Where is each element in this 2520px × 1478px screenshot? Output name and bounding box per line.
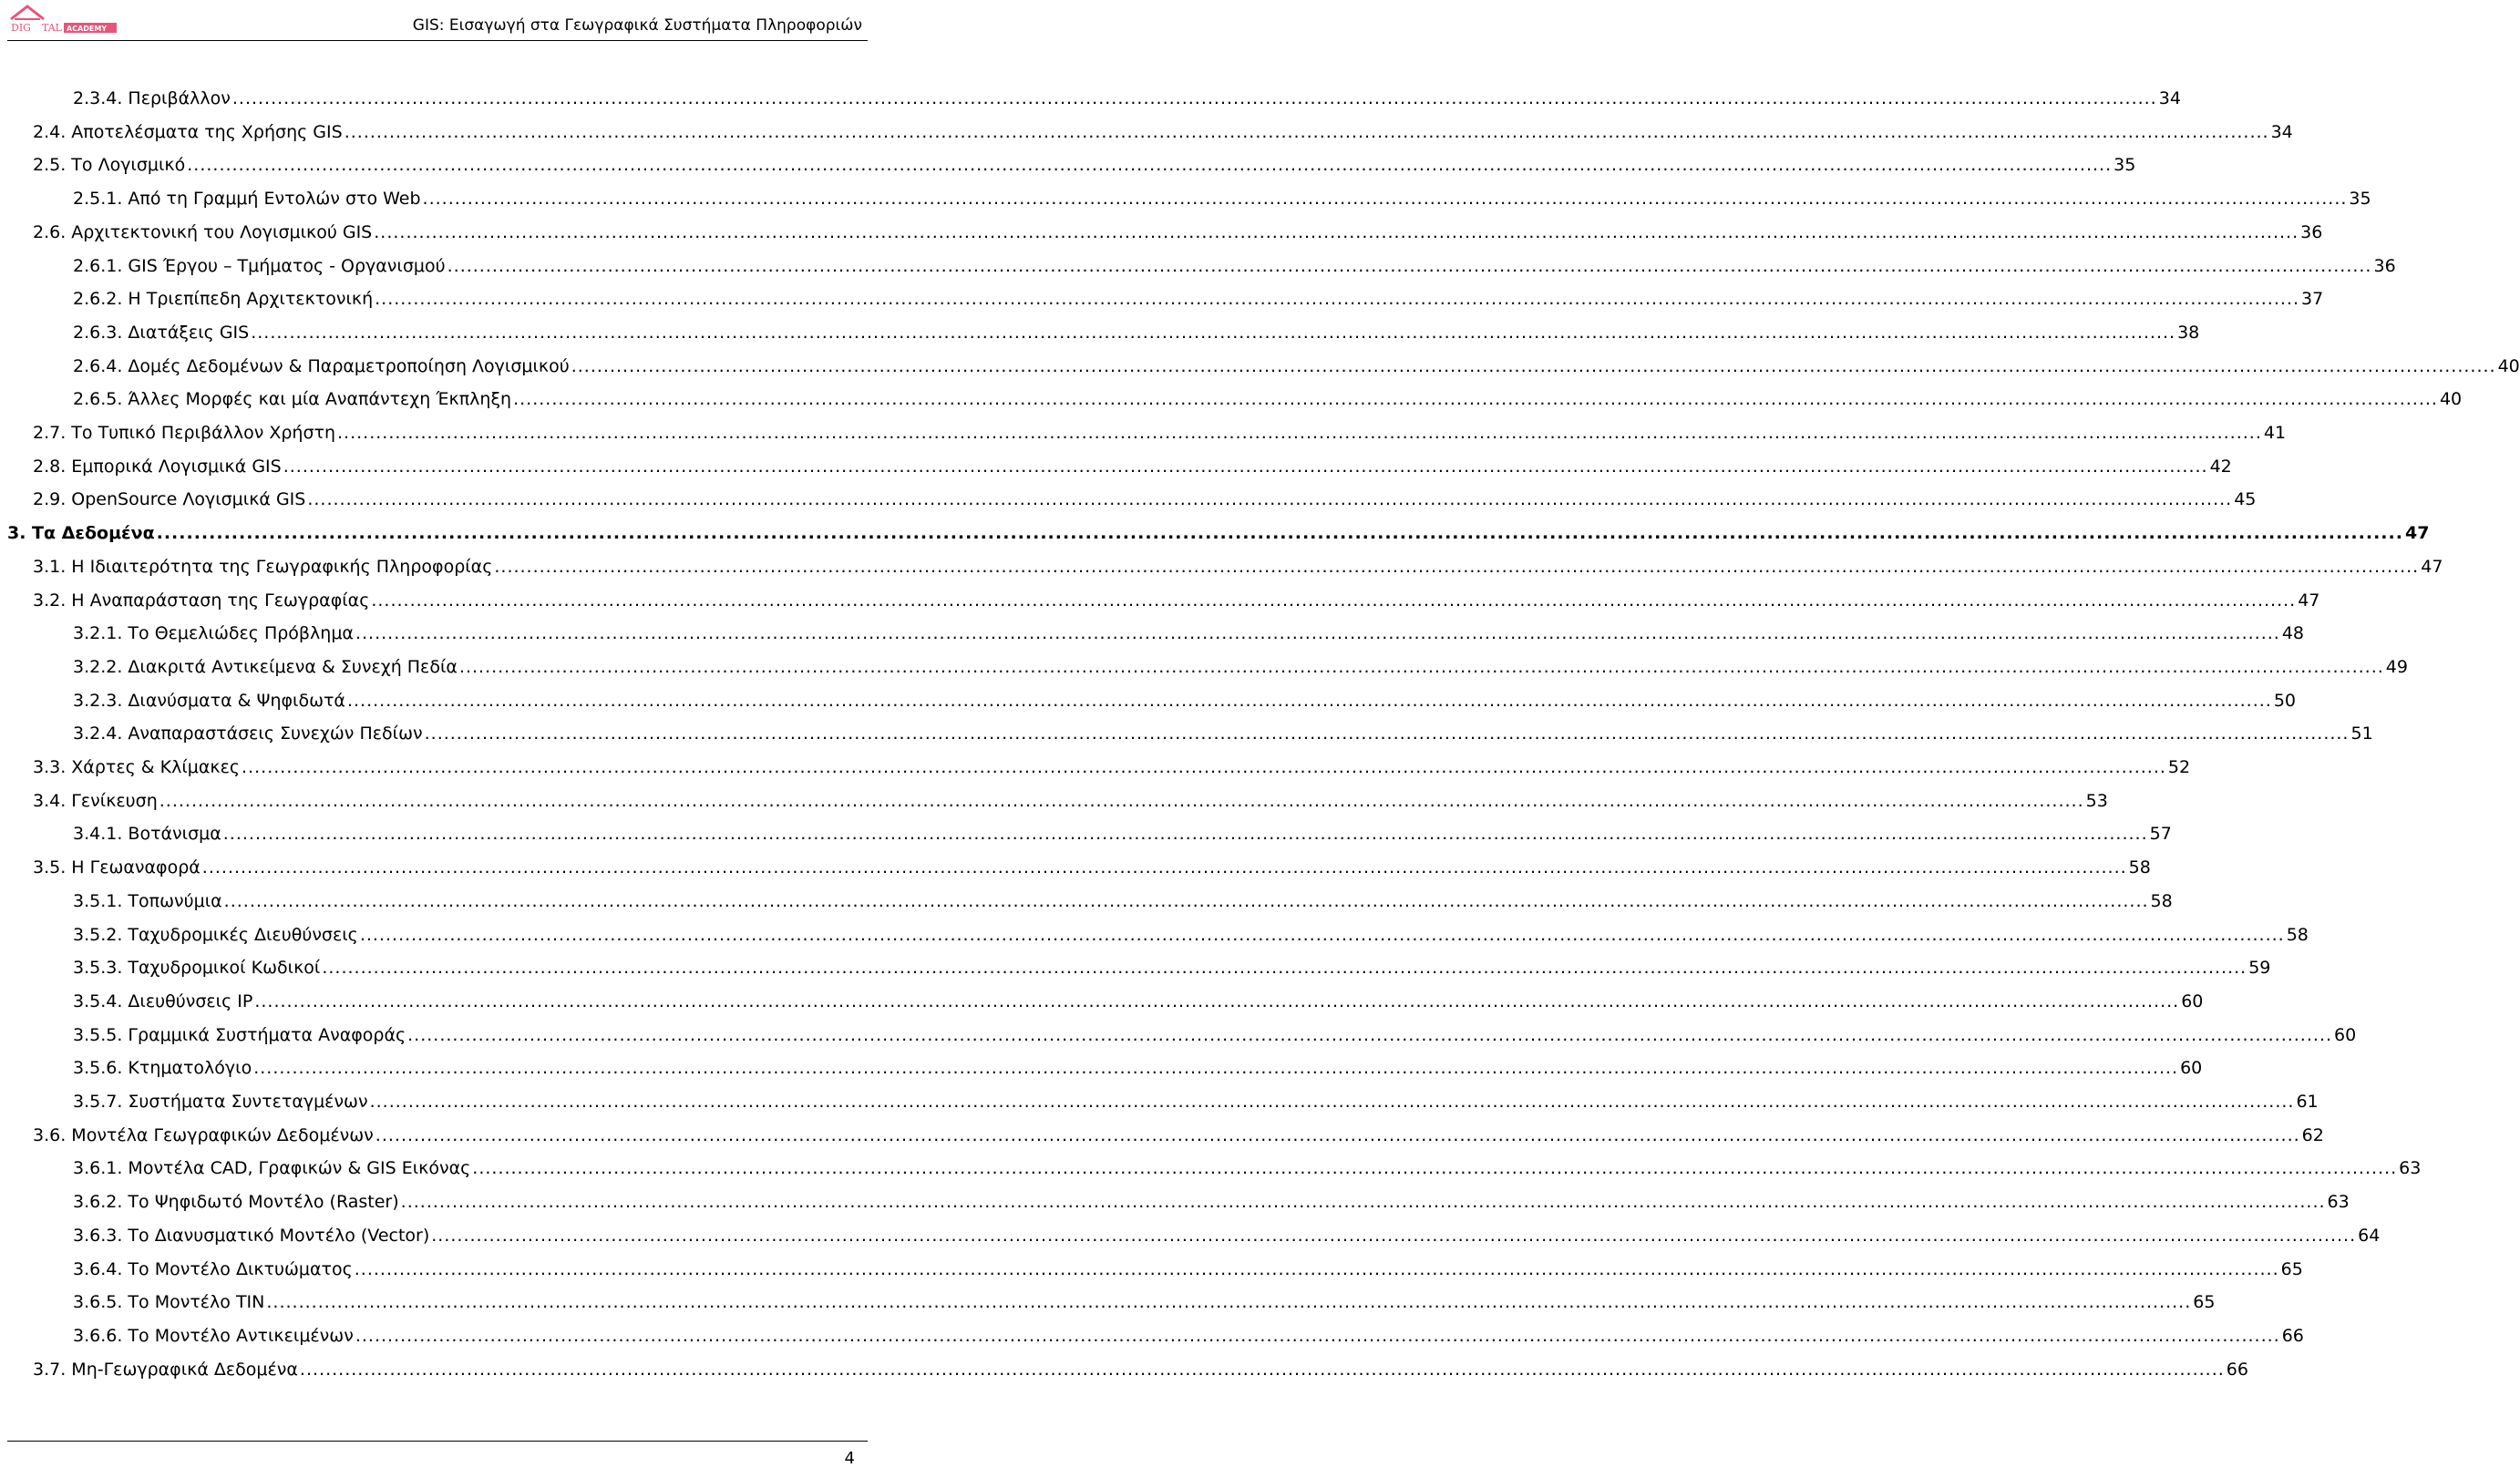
toc-leader-dots: ............................................................................................................................................................................................................................................................................................................	[322, 958, 2247, 979]
toc-leader-dots: ............................................................................................................................................................................................................................................................................................................	[400, 1192, 2326, 1213]
toc-leader-dots: ............................................................................................................................................................................................................................................................................................................	[359, 924, 2285, 945]
logo-badge: ACADEMY	[67, 25, 108, 33]
toc-entry[interactable]	[73, 1286, 2216, 1313]
toc-entry-page: 65	[2280, 1258, 2303, 1279]
toc-leader-dots: ............................................................................................................................................................................................................................................................................................................	[375, 289, 2299, 310]
toc-leader-dots: ............................................................................................................................................................................................................................................................................................................	[458, 656, 2384, 677]
header-title: GIS: Εισαγωγή στα Γεωγραφικά Συστήματα Πληροφοριών	[412, 16, 862, 35]
toc-entry-page: 36	[2300, 221, 2323, 242]
toc-entry-label: 3.6.2. Το Ψηφιδωτό Μοντέλο (Raster)	[73, 1192, 399, 1213]
toc-entry-label: 2.6.2. Η Τριεπίπεδη Αρχιτεκτονική	[73, 289, 374, 310]
header-divider	[7, 40, 868, 41]
toc-entry-label: 2.6.5. Άλλες Μορφές και μία Αναπάντεχη Έκπληξη	[73, 389, 512, 410]
toc-entry[interactable]	[73, 250, 2396, 277]
toc-leader-dots: ............................................................................................................................................................................................................................................................................................................	[242, 757, 2166, 777]
toc-entry-label: 2.7. Το Τυπικό Περιβάλλον Χρήστη	[33, 423, 335, 443]
toc-entry-label: 3.6.6. Το Μοντέλο Αντικειμένων	[73, 1325, 354, 1346]
toc-entry-page: 34	[2270, 121, 2293, 142]
toc-leader-dots: ............................................................................................................................................................................................................................................................................................................	[253, 1058, 2179, 1079]
page-number: 4	[844, 1449, 855, 1468]
toc-leader-dots: ............................................................................................................................................................................................................................................................................................................	[407, 1024, 2333, 1045]
toc-entry[interactable]	[73, 817, 2172, 845]
toc-entry-page: 51	[2350, 724, 2373, 744]
toc-entry-label: 2.6. Αρχιτεκτονική του Λογισμικού GIS	[33, 221, 373, 242]
toc-entry-page: 58	[2128, 857, 2151, 878]
toc-entry-label: 3.5.6. Κτηματολόγιο	[73, 1058, 252, 1079]
toc-entry[interactable]	[73, 651, 2408, 678]
toc-leader-dots: ............................................................................................................................................................................................................................................................................................................	[369, 1092, 2295, 1112]
toc-entry[interactable]	[33, 450, 2232, 477]
toc-entry[interactable]	[73, 1019, 2357, 1046]
toc-leader-dots: ............................................................................................................................................................................................................................................................................................................	[494, 556, 2420, 577]
toc-entry-page: 40	[2497, 355, 2520, 376]
toc-entry-label: 3.2. Η Αναπαράσταση της Γεωγραφίας	[33, 590, 370, 611]
toc-entry[interactable]	[73, 684, 2297, 712]
logo-text-mid: TAL	[42, 22, 62, 34]
toc-entry[interactable]	[73, 182, 2371, 210]
toc-entry-page: 35	[2114, 155, 2136, 176]
toc-entry-page: 42	[2209, 456, 2232, 477]
toc-entry[interactable]	[33, 550, 2443, 578]
toc-entry-label: 3.7. Μη-Γεωγραφικά Δεδομένα	[33, 1359, 298, 1380]
toc-entry-page: 38	[2177, 322, 2200, 343]
toc-entry-page: 66	[2281, 1325, 2304, 1346]
toc-leader-dots: ............................................................................................................................................................................................................................................................................................................	[374, 221, 2299, 242]
toc-entry-label: 3.2.2. Διακριτά Αντικείμενα & Συνεχή Πεδία	[73, 656, 458, 677]
toc-entry-page: 47	[2298, 590, 2320, 611]
toc-leader-dots: ............................................................................................................................................................................................................................................................................................................	[201, 857, 2127, 878]
toc-entry[interactable]	[7, 517, 2430, 544]
toc-entry-page: 47	[2404, 523, 2430, 544]
toc-leader-dots: ............................................................................................................................................................................................................................................................................................................	[187, 155, 2113, 176]
toc-leader-dots: ............................................................................................................................................................................................................................................................................................................	[344, 121, 2269, 142]
toc-leader-dots: ............................................................................................................................................................................................................................................................................................................	[424, 724, 2350, 744]
toc-entry[interactable]	[73, 717, 2373, 744]
toc-entry-page: 63	[2327, 1192, 2350, 1213]
toc-leader-dots: ............................................................................................................................................................................................................................................................................................................	[447, 255, 2372, 276]
toc-leader-dots: ............................................................................................................................................................................................................................................................................................................	[431, 1225, 2357, 1246]
toc-entry-page: 64	[2358, 1225, 2381, 1246]
toc-entry-label: 2.4. Αποτελέσματα της Χρήσης GIS	[33, 121, 343, 142]
toc-entry[interactable]	[73, 919, 2309, 946]
toc-entry-page: 58	[2150, 890, 2173, 911]
toc-entry-page: 59	[2248, 958, 2271, 979]
toc-entry[interactable]	[33, 751, 2191, 778]
toc-entry-label: 3.5.7. Συστήματα Συντεταγμένων	[73, 1092, 368, 1112]
toc-entry[interactable]	[33, 785, 2108, 812]
toc-entry[interactable]	[33, 1119, 2324, 1146]
toc-entry-label: 3.2.1. Το Θεμελιώδες Πρόβλημα	[73, 623, 354, 644]
toc-entry[interactable]	[73, 951, 2271, 979]
toc-entry-label: 3.1. Η Ιδιαιτερότητα της Γεωγραφικής Πληροφορίας	[33, 556, 493, 577]
toc-entry-label: 3.6. Μοντέλα Γεωγραφικών Δεδομένων	[33, 1124, 374, 1145]
toc-entry-label: 3.5.1. Τοπωνύμια	[73, 890, 222, 911]
toc-leader-dots: ............................................................................................................................................................................................................................................................................................................	[159, 790, 2084, 811]
toc-leader-dots: ............................................................................................................................................................................................................................................................................................................	[472, 1158, 2398, 1179]
footer-divider	[7, 1441, 868, 1442]
toc-entry-page: 37	[2301, 289, 2324, 310]
toc-entry-page: 62	[2301, 1124, 2324, 1145]
toc-entry[interactable]	[73, 1319, 2304, 1347]
toc-entry-label: 2.3.4. Περιβάλλον	[73, 88, 231, 108]
toc-leader-dots: ............................................................................................................................................................................................................................................................................................................	[355, 1325, 2280, 1346]
toc-entry[interactable]	[73, 1085, 2319, 1113]
toc-entry-label: 3.3. Χάρτες & Κλίμακες	[33, 757, 241, 777]
toc-entry-page: 60	[2180, 1058, 2203, 1079]
toc-leader-dots: ............................................................................................................................................................................................................................................................................................................	[299, 1359, 2225, 1380]
toc-entry-label: 2.6.3. Διατάξεις GIS	[73, 322, 250, 343]
toc-entry-page: 35	[2349, 189, 2371, 210]
toc-leader-dots: ............................................................................................................................................................................................................................................................................................................	[355, 623, 2280, 644]
toc-entry-label: 3.6.4. Το Μοντέλο Δικτυώματος	[73, 1258, 353, 1279]
toc-entry[interactable]	[33, 149, 2136, 176]
toc-entry-page: 60	[2334, 1024, 2357, 1045]
toc-entry[interactable]	[33, 584, 2320, 611]
toc-entry-label: 3.6.3. Το Διανυσματικό Μοντέλο (Vector)	[73, 1225, 430, 1246]
toc-leader-dots: ............................................................................................................................................................................................................................................................................................................	[266, 1292, 2192, 1313]
toc-entry[interactable]	[73, 383, 2463, 410]
toc-leader-dots: ............................................................................................................................................................................................................................................................................................................	[283, 456, 2208, 477]
toc-leader-dots: ............................................................................................................................................................................................................................................................................................................	[346, 690, 2272, 711]
toc-entry-page: 57	[2149, 824, 2172, 845]
toc-entry-page: 61	[2296, 1092, 2319, 1112]
toc-entry-label: 3.2.4. Αναπαραστάσεις Συνεχών Πεδίων	[73, 724, 423, 744]
toc-entry-label: 3.2.3. Διανύσματα & Ψηφιδωτά	[73, 690, 345, 711]
toc-entry-page: 41	[2263, 423, 2287, 443]
toc-leader-dots: ............................................................................................................................................................................................................................................................................................................	[371, 590, 2297, 611]
toc-entry-label: 2.6.1. GIS Έργου – Τμήματος - Οργανισμού	[73, 255, 446, 276]
toc-entry[interactable]	[73, 1152, 2422, 1179]
toc-entry-page: 58	[2286, 924, 2309, 945]
toc-leader-dots: ............................................................................................................................................................................................................................................................................................................	[513, 389, 2438, 410]
toc-entry[interactable]	[33, 483, 2257, 510]
toc-entry-label: 3.5.4. Διευθύνσεις IP	[73, 990, 253, 1011]
toc-entry[interactable]	[33, 1353, 2248, 1380]
toc-leader-dots: ............................................................................................................................................................................................................................................................................................................	[337, 423, 2262, 443]
digital-academy-logo	[5, 3, 120, 39]
toc-leader-dots: ............................................................................................................................................................................................................................................................................................................	[223, 890, 2149, 911]
toc-entry-label: 3.4. Γενίκευση	[33, 790, 158, 811]
toc-entry[interactable]	[73, 282, 2324, 310]
toc-leader-dots: ............................................................................................................................................................................................................................................................................................................	[354, 1258, 2279, 1279]
toc-entry[interactable]	[73, 885, 2173, 912]
toc-entry-page: 36	[2373, 255, 2396, 276]
toc-entry[interactable]	[73, 1253, 2303, 1280]
logo-text-left: DIG	[11, 22, 31, 34]
toc-entry-page: 53	[2085, 790, 2108, 811]
toc-entry-page: 40	[2439, 389, 2463, 410]
toc-entry-label: 3.4.1. Βοτάνισμα	[73, 824, 221, 845]
toc-entry-page: 49	[2385, 656, 2408, 677]
toc-entry-label: 3.5.2. Ταχυδρομικές Διευθύνσεις	[73, 924, 358, 945]
toc-leader-dots: ............................................................................................................................................................................................................................................................................................................	[254, 990, 2180, 1011]
toc-entry[interactable]	[73, 617, 2305, 644]
toc-leader-dots: ............................................................................................................................................................................................................................................................................................................	[251, 322, 2176, 343]
toc-leader-dots: ............................................................................................................................................................................................................................................................................................................	[231, 88, 2157, 108]
toc-entry-label: 2.8. Εμπορικά Λογισμικά GIS	[33, 456, 282, 477]
toc-entry[interactable]	[33, 416, 2287, 444]
toc-entry-page: 48	[2281, 623, 2305, 644]
toc-entry-page: 50	[2273, 690, 2297, 711]
toc-entry-label: 3.6.5. Το Μοντέλο TIN	[73, 1292, 265, 1313]
toc-leader-dots: ............................................................................................................................................................................................................................................................................................................	[375, 1124, 2300, 1145]
toc-entry[interactable]	[73, 350, 2520, 377]
toc-entry-page: 60	[2181, 990, 2204, 1011]
toc-entry[interactable]	[73, 985, 2204, 1012]
toc-entry[interactable]	[73, 316, 2200, 344]
toc-entry-label: 2.5.1. Από τη Γραμμή Εντολών στο Web	[73, 189, 421, 210]
toc-entry-label: 2.6.4. Δομές Δεδομένων & Παραμετροποίηση Λογισμικού	[73, 355, 570, 376]
toc-entry[interactable]	[73, 1219, 2381, 1247]
toc-entry-label: 3.5.3. Ταχυδρομικοί Κωδικοί	[73, 958, 321, 979]
toc-entry-page: 63	[2399, 1158, 2422, 1179]
toc-entry-page: 52	[2167, 757, 2191, 777]
toc-entry[interactable]	[33, 116, 2293, 143]
toc-entry-label: 3.5.5. Γραμμικά Συστήματα Αναφοράς	[73, 1024, 406, 1045]
toc-entry-label: 3.6.1. Μοντέλα CAD, Γραφικών & GIS Εικόνας	[73, 1158, 471, 1179]
toc-entry-label: 3.5. Η Γεωαναφορά	[33, 857, 201, 878]
toc-entry[interactable]	[73, 1185, 2350, 1213]
toc-entry-label: 3. Τα Δεδομένα	[7, 523, 155, 544]
toc-entry-label: 2.5. Το Λογισμικό	[33, 155, 186, 176]
toc-leader-dots: ............................................................................................................................................................................................................................................................................................................	[156, 523, 2403, 544]
toc-entry[interactable]	[33, 851, 2151, 878]
toc-entry-label: 2.9. OpenSource Λογισμικά GIS	[33, 489, 306, 510]
page-header	[0, 0, 875, 42]
toc-entry-page: 65	[2193, 1292, 2216, 1313]
toc-leader-dots: ............................................................................................................................................................................................................................................................................................................	[307, 489, 2233, 510]
toc-leader-dots: ............................................................................................................................................................................................................................................................................................................	[222, 824, 2148, 845]
toc-leader-dots: ............................................................................................................................................................................................................................................................................................................	[571, 355, 2496, 376]
toc-entry-page: 47	[2421, 556, 2443, 577]
toc-entry[interactable]	[73, 1052, 2203, 1079]
toc-entry[interactable]	[73, 82, 2181, 109]
toc-entry-page: 45	[2234, 489, 2257, 510]
toc-entry-page: 34	[2158, 88, 2181, 108]
toc-entry-page: 66	[2226, 1359, 2248, 1380]
toc-leader-dots: ............................................................................................................................................................................................................................................................................................................	[422, 189, 2348, 210]
toc-entry[interactable]	[33, 216, 2323, 243]
